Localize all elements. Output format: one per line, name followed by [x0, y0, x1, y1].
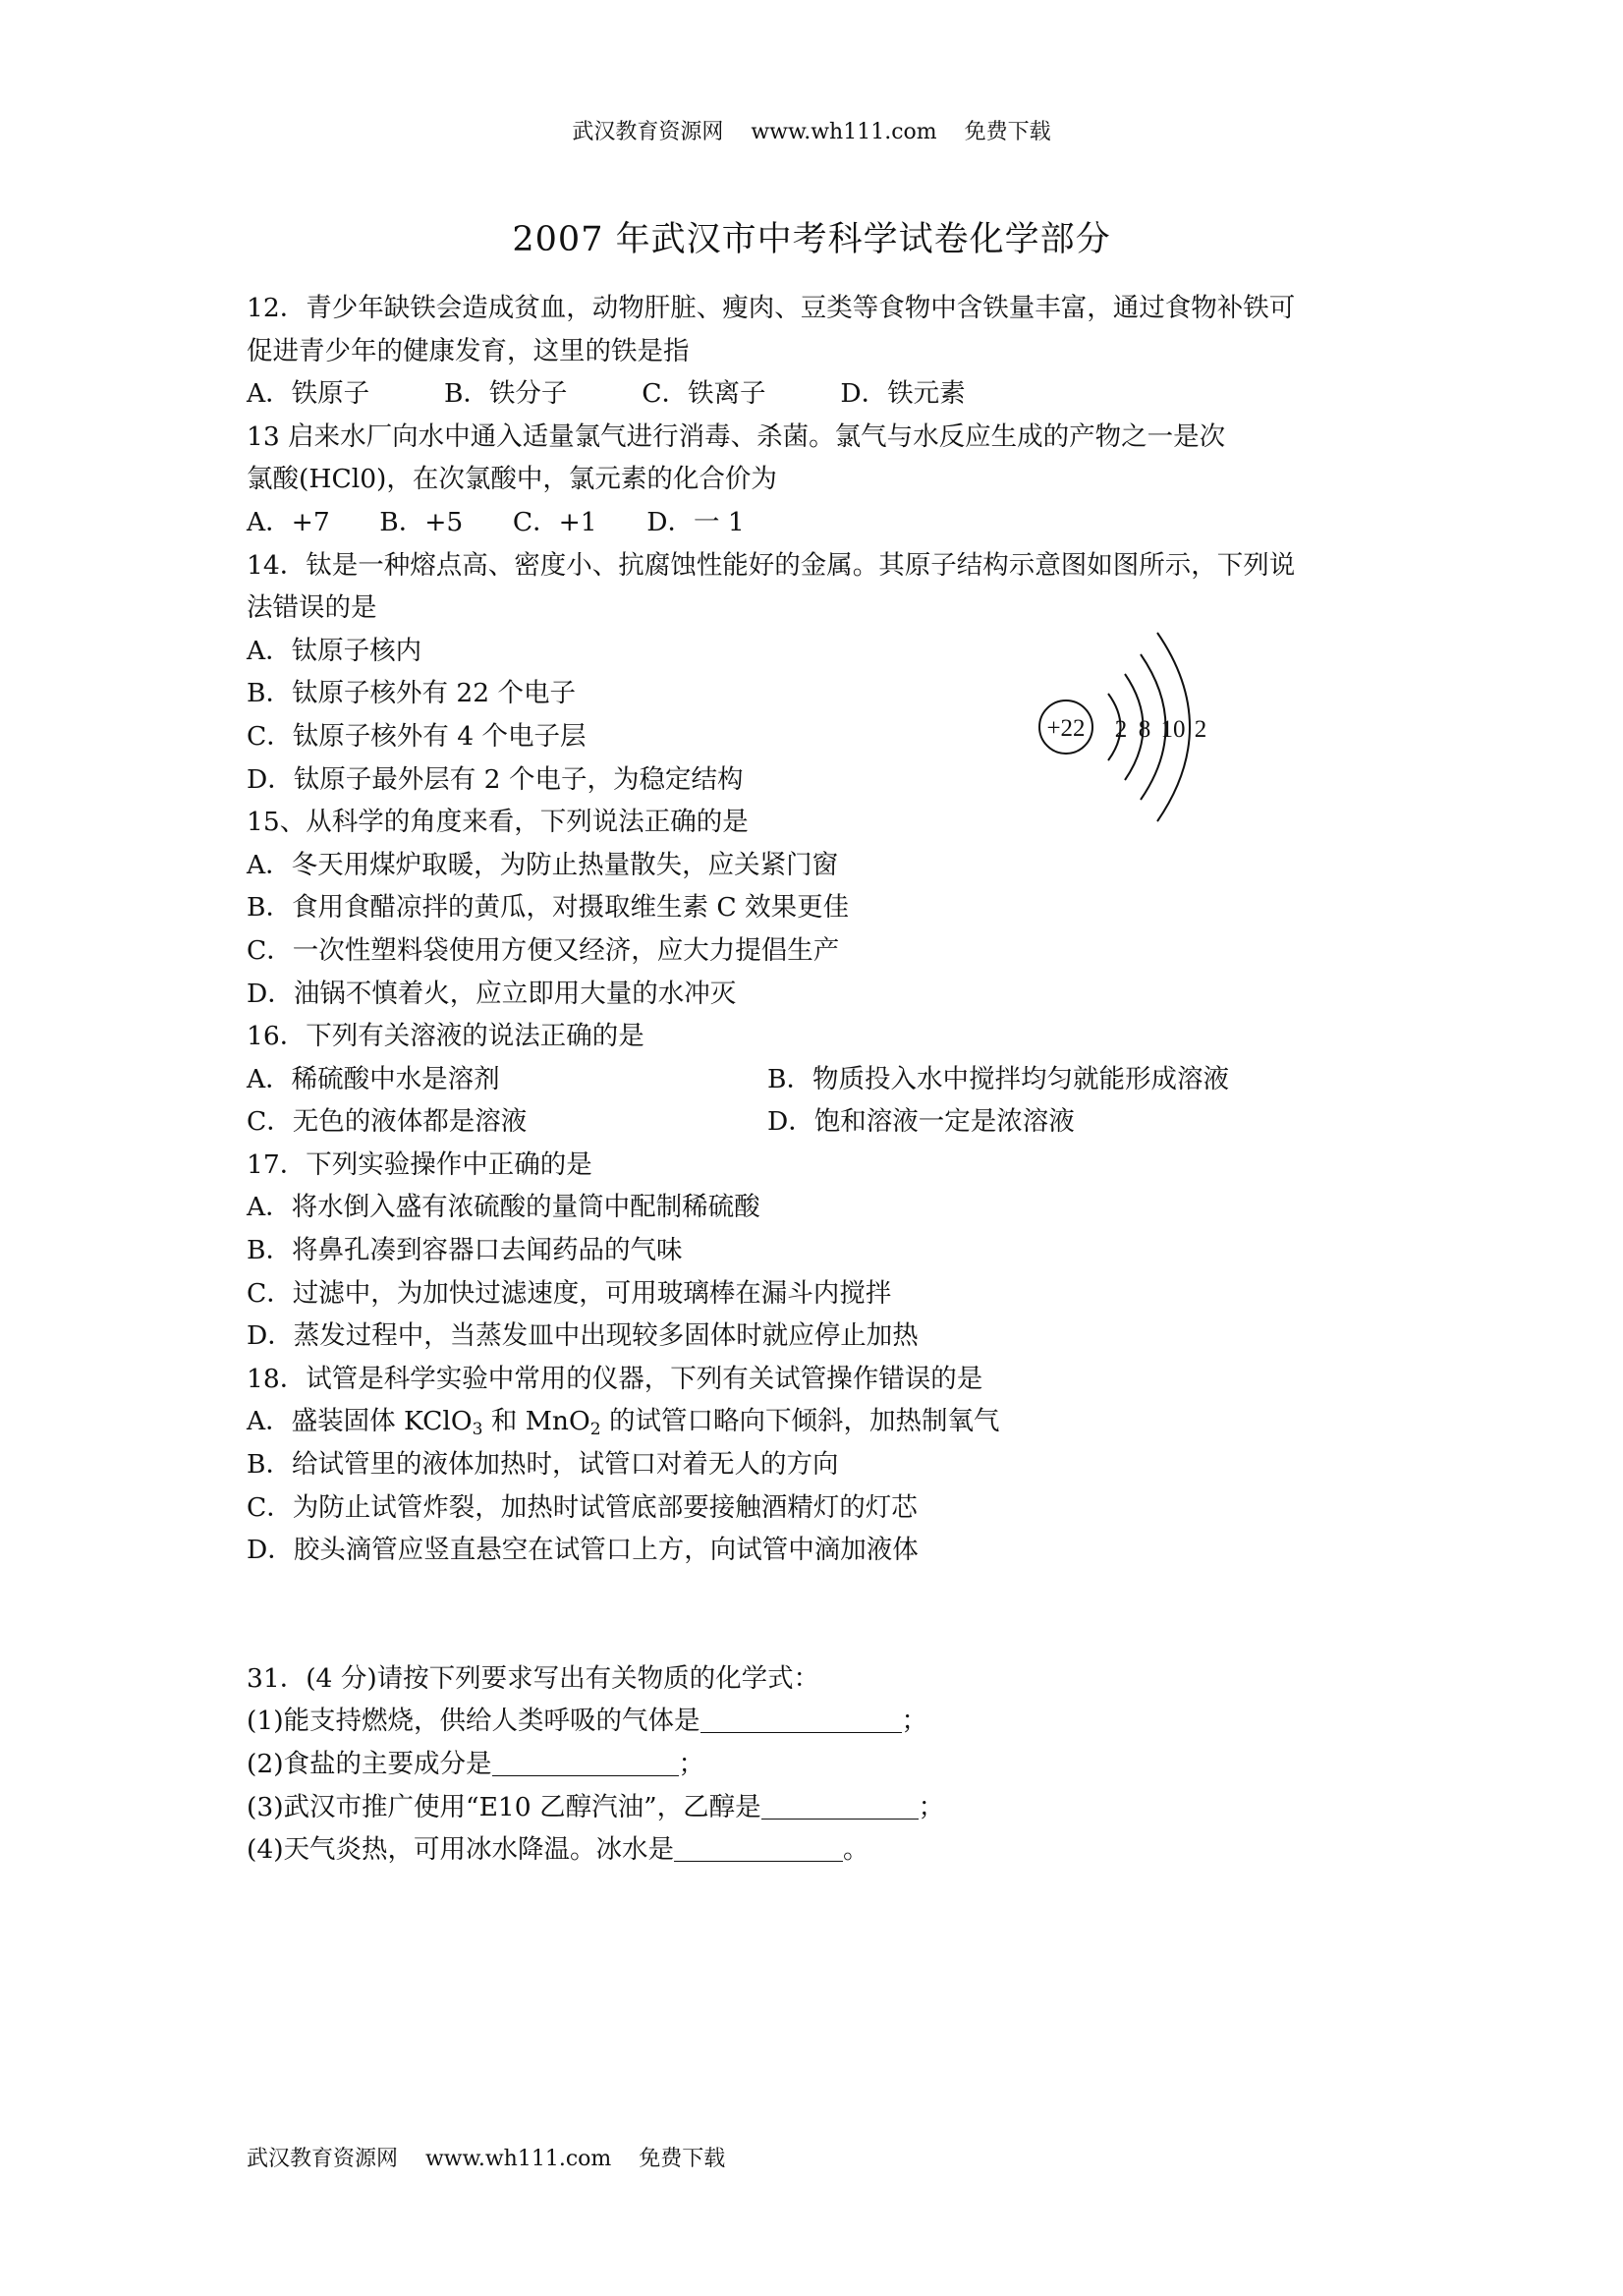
q15-option-b: B．食用食醋凉拌的黄瓜，对摄取维生素 C 效果更佳 [247, 892, 850, 924]
q31-part-2-blank[interactable] [492, 1746, 679, 1776]
q12-options: A．铁原子 B．铁分子 C．铁离子 D．铁元素 [247, 378, 966, 410]
q31-part-4 [247, 1828, 1391, 1872]
q31-part-1-end: ； [901, 1706, 928, 1737]
q18-option-a [247, 1400, 1391, 1443]
page-title: 2007 年武汉市中考科学试卷化学部分 [512, 220, 1111, 259]
q18-a-subscript-2: 2 [589, 1420, 601, 1440]
q14-stem-line-1: 14．钛是一种熔点高、密度小、抗腐蚀性能好的金属。其原子结构示意图如图所示，下列说 [247, 549, 1296, 581]
q18-option-b: B．给试管里的液体加热时，试管口对着无人的方向 [247, 1449, 839, 1481]
shell-count-3: 10 [1160, 716, 1186, 743]
q31-part-1-text: (1)能支持燃烧，供给人类呼吸的气体是 [247, 1706, 700, 1737]
q16-options-row-1 [247, 1058, 1391, 1101]
shell-count-4: 2 [1194, 716, 1207, 743]
q18-a-text-3: 的试管口略向下倾斜，加热制氧气 [600, 1406, 1000, 1437]
q16-options-row-2 [247, 1100, 1391, 1144]
q31-part-2-end: ； [678, 1749, 705, 1779]
titanium-atom-structure-diagram [1022, 619, 1238, 835]
q16-option-a: A．稀硫酸中水是溶剂 [247, 1063, 500, 1094]
q31-part-1-blank[interactable] [700, 1703, 902, 1733]
q14-option-c: C．钛原子核外有 4 个电子层 [247, 720, 587, 752]
section-gap [247, 1572, 1391, 1657]
q31-part-4-blank[interactable] [674, 1831, 843, 1862]
q16-option-d: D．饱和溶液一定是浓溶液 [767, 1106, 1075, 1138]
q15-option-a: A．冬天用煤炉取暖，为防止热量散失，应关紧门窗 [247, 849, 839, 880]
q17-stem: 17．下列实验操作中正确的是 [247, 1148, 592, 1180]
q31-stem: 31．(4 分)请按下列要求写出有关物质的化学式： [247, 1662, 820, 1694]
q18-a-subscript-1: 3 [472, 1420, 483, 1440]
q31-part-4-text: (4)天气炎热，可用冰水降温。冰水是 [247, 1834, 675, 1866]
q31-part-2-text: (2)食盐的主要成分是 [247, 1749, 492, 1779]
q16-option-c: C．无色的液体都是溶液 [247, 1106, 528, 1138]
q14-option-a: A．钛原子核内 [247, 635, 422, 666]
q15-option-d: D．油锅不慎着火，应立即用大量的水冲灭 [247, 978, 737, 1009]
q31-part-1 [247, 1700, 1391, 1743]
q31-part-4-end: 。 [843, 1834, 869, 1866]
q13-options: A．+7 B．+5 C．+1 D．一 1 [247, 506, 745, 537]
q31-part-3-end: ； [918, 1791, 945, 1822]
q13-stem-line-2: 氯酸(HCl0)，在次氯酸中，氯元素的化合价为 [247, 464, 777, 495]
q31-part-3 [247, 1786, 1391, 1829]
page-footer: 武汉教育资源网 www.wh111.com 免费下载 [247, 2147, 726, 2171]
q17-option-a: A．将水倒入盛有浓硫酸的量筒中配制稀硫酸 [247, 1192, 760, 1223]
q15-stem: 15、从科学的角度来看，下列说法正确的是 [247, 807, 749, 838]
shell-count-1: 2 [1114, 716, 1128, 743]
q16-stem: 16．下列有关溶液的说法正确的是 [247, 1021, 644, 1052]
q14-option-d: D．钛原子最外层有 2 个电子，为稳定结构 [247, 763, 744, 795]
q17-option-c: C．过滤中，为加快过滤速度，可用玻璃棒在漏斗内搅拌 [247, 1277, 892, 1309]
q16-option-b: B．物质投入水中搅拌均匀就能形成溶液 [767, 1063, 1229, 1094]
q18-a-text-1: A．盛装固体 KClO [247, 1406, 473, 1437]
q31-part-3-blank[interactable] [761, 1789, 919, 1820]
nucleus-charge: +22 [1046, 715, 1086, 742]
q15-option-c: C．一次性塑料袋使用方便又经济，应大力提倡生产 [247, 934, 840, 966]
q18-option-d: D．胶头滴管应竖直悬空在试管口上方，向试管中滴加液体 [247, 1535, 919, 1566]
page-header: 武汉教育资源网 www.wh111.com 免费下载 [572, 120, 1051, 144]
q14-option-b: B．钛原子核外有 22 个电子 [247, 678, 577, 709]
shell-count-2: 8 [1138, 716, 1151, 743]
q18-stem: 18．试管是科学实验中常用的仪器，下列有关试管操作错误的是 [247, 1363, 983, 1394]
q12-stem-line-2: 促进青少年的健康发育，这里的铁是指 [247, 335, 690, 366]
exam-content [247, 287, 1391, 1872]
q31-part-2 [247, 1743, 1391, 1786]
q18-option-c: C．为防止试管炸裂，加热时试管底部要接触酒精灯的灯芯 [247, 1491, 918, 1523]
q12-stem-line-1: 12．青少年缺铁会造成贫血，动物肝脏、瘦肉、豆类等食物中含铁量丰富，通过食物补铁可 [247, 293, 1296, 323]
q31-part-3-text: (3)武汉市推广使用“E10 乙醇汽油”，乙醇是 [247, 1791, 761, 1822]
q17-option-d: D．蒸发过程中，当蒸发皿中出现较多固体时就应停止加热 [247, 1320, 919, 1352]
q13-stem-line-1: 13 启来水厂向水中通入适量氯气进行消毒、杀菌。氯气与水反应生成的产物之一是次 [247, 420, 1226, 452]
q18-a-text-2: 和 MnO [482, 1406, 590, 1437]
q17-option-b: B．将鼻孔凑到容器口去闻药品的气味 [247, 1235, 683, 1266]
q14-stem-line-2: 法错误的是 [247, 592, 377, 624]
